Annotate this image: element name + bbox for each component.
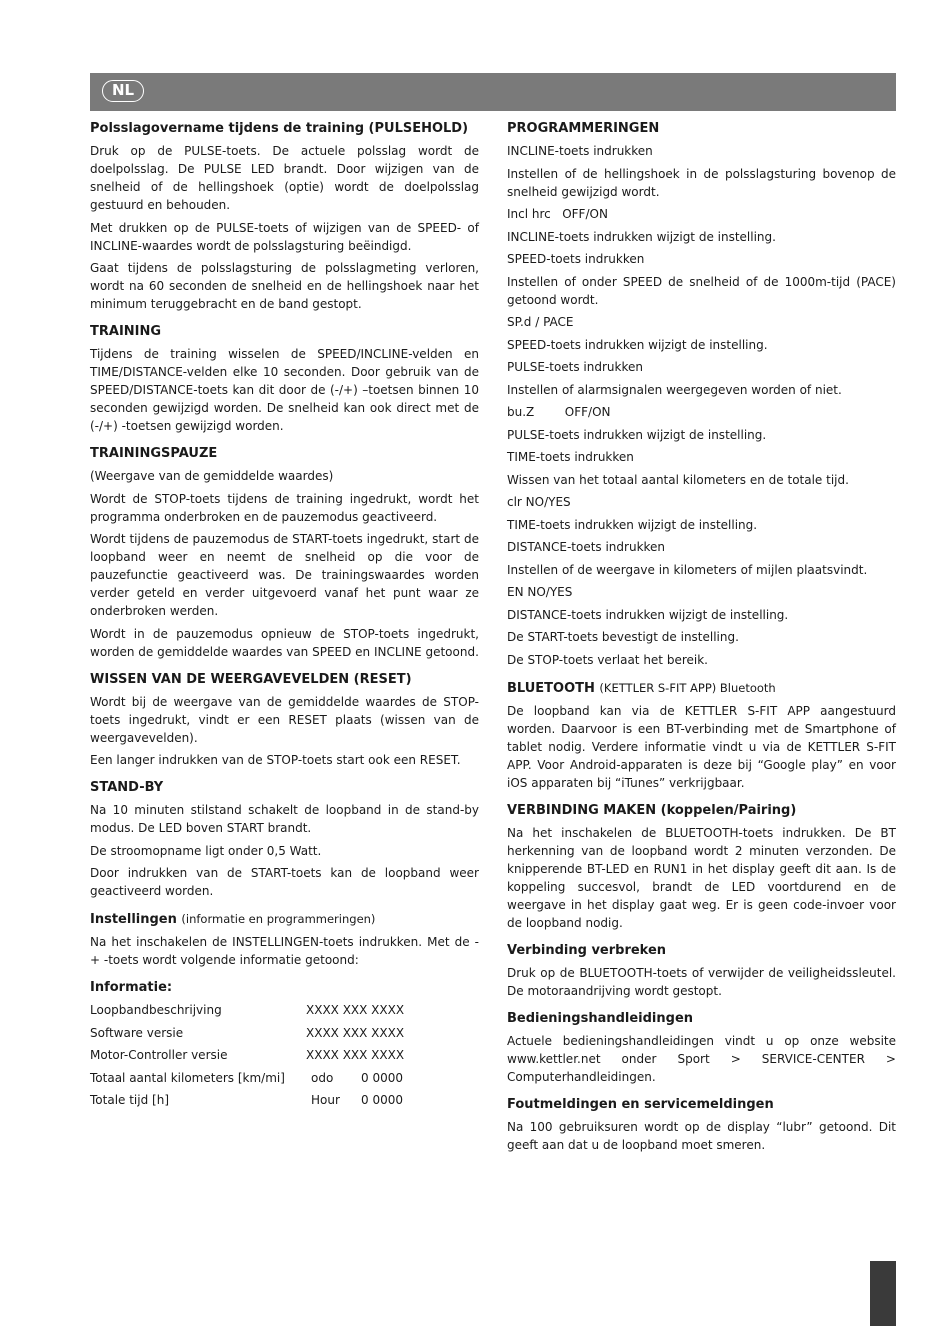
info-value: XXXX XXX XXXX <box>306 1003 405 1017</box>
programming-list <box>507 142 896 669</box>
section-title-foutmeldingen: Foutmeldingen en servicemeldingen <box>507 1096 774 1112</box>
programming-line: PULSE-toets indrukken wijzigt de instelling. <box>507 427 767 442</box>
left-column <box>90 120 479 1114</box>
info-row <box>90 1001 479 1019</box>
paragraph: Gaat tijdens de polsslagsturing de polsslagmeting verloren, wordt na 60 seconden de snelheid en de hellingshoek naar het minimum teruggebracht en de band gestopt. <box>90 261 479 311</box>
programming-line: bu.Z OFF/ON <box>507 405 611 419</box>
programming-line: SPEED-toets indrukken <box>507 252 645 266</box>
paragraph: Actuele bedieningshandleidingen vindt u op onze website www.kettler.net onder Sport > SERVICE-CENTER > Computerhandleidingen. <box>507 1033 896 1084</box>
programming-line: Instellen of alarmsignalen weergegeven worden of niet. <box>507 382 842 397</box>
programming-line: Instellen of onder SPEED de snelheid of de 1000m-tijd (PACE) getoond wordt. <box>507 274 896 307</box>
paragraph: Wordt in de pauzemodus opnieuw de STOP-toets ingedrukt, worden de gemiddelde waardes van SPEED en INCLINE getoond. <box>90 626 479 659</box>
info-row <box>90 1091 479 1109</box>
programming-line: Instellen of de weergave in kilometers of mijlen plaatsvindt. <box>507 562 868 577</box>
section-title-reset: WISSEN VAN DE WEERGAVEVELDEN (RESET) <box>90 671 412 687</box>
section-title-bedieningshandleidingen: Bedieningshandleidingen <box>507 1010 694 1026</box>
paragraph: Wordt de STOP-toets tijdens de training ingedrukt, wordt het programma onderbroken en de pauzemodus geactiveerd. <box>90 491 479 524</box>
info-row <box>90 1024 479 1042</box>
programming-line: PULSE-toets indrukken <box>507 360 643 374</box>
paragraph: De stroomopname ligt onder 0,5 Watt. <box>90 843 322 858</box>
info-label: Software versie <box>90 1025 184 1040</box>
info-label: Motor-Controller versie <box>90 1048 228 1062</box>
info-row <box>90 1069 479 1087</box>
right-column <box>507 120 896 1158</box>
info-value: XXXX XXX XXXX <box>306 1025 405 1040</box>
programming-line: DISTANCE-toets indrukken wijzigt de instelling. <box>507 607 789 622</box>
programming-line: TIME-toets indrukken <box>507 450 634 464</box>
paragraph: Na het inschakelen de INSTELLINGEN-toets indrukken. Met de - + -toets wordt volgende informatie getoond: <box>90 935 479 967</box>
language-badge: NL <box>102 80 144 102</box>
paragraph: Wordt bij de weergave van de gemiddelde waardes de STOP-toets ingedrukt, vindt er een RESET plaats (wissen van de weergavevelden). <box>90 694 479 745</box>
section-title-pulsehold: Polsslagovername tijdens de training (PULSEHOLD) <box>90 121 469 136</box>
language-header-bar <box>90 73 896 111</box>
paragraph: Met drukken op de PULSE-toets of wijzigen van de SPEED- of INCLINE-waardes wordt de polsslagsturing beëindigd. <box>90 220 479 253</box>
programming-line: SPEED-toets indrukken wijzigt de instelling. <box>507 337 768 352</box>
programming-line: INCLINE-toets indrukken <box>507 144 653 158</box>
paragraph: Na het inschakelen de BLUETOOTH-toets indrukken. De BT herkenning van de loopband wordt 2 minuten verzonden. De knipperende BT-LED en RUN1 in het display geeft dit aan. Is de koppeling succesvol, brandt de LED voortdurend en de weergave in het display gaat weg. Er is geen code-invoer voor de loopband nodig. <box>507 825 896 930</box>
info-value: XXXX XXX XXXX <box>306 1048 405 1062</box>
programming-line: TIME-toets indrukken wijzigt de instelling. <box>507 517 758 532</box>
paragraph: Druk op de PULSE-toets. De actuele polsslag wordt de doelpolsslag. De PULSE LED brandt. Door wijzigen van de snelheid of de hellingshoek (optie) wordt de doelpolsslag gestuurd en behouden. <box>90 144 479 212</box>
programming-line: De STOP-toets verlaat het bereik. <box>507 652 708 667</box>
paragraph: Tijdens de training wisselen de SPEED/INCLINE-velden en TIME/DISTANCE-velden elke 10 seconden. Door gebruik van de SPEED/DISTANCE-toets kan dit door de (-/+) –toetsen binnen 10 seconden gewijzigd worden. De snelheid kan ook direct met de (-/+) -toetsen gewijzigd worden. <box>90 347 479 433</box>
info-row <box>90 1046 479 1064</box>
paragraph: Na 100 gebruiksuren wordt op de display “lubr” getoond. Dit geeft aan dat u de loopband moet smeren. <box>507 1119 896 1152</box>
section-title-programmeringen: PROGRAMMERINGEN <box>507 121 660 136</box>
paragraph: Na 10 minuten stilstand schakelt de loopband in de stand-by modus. De LED boven START brandt. <box>90 803 479 835</box>
section-subtitle: (KETTLER S-FIT APP) Bluetooth <box>599 680 776 695</box>
section-subtitle: (informatie en programmeringen) <box>181 912 376 926</box>
info-value: 0 0000 <box>361 1093 403 1107</box>
page-corner-tab <box>870 1261 896 1326</box>
paragraph: Een langer indrukken van de STOP-toets start ook een RESET. <box>90 753 461 767</box>
paragraph: Druk op de BLUETOOTH-toets of verwijder de veiligheidssleutel. De motoraandrijving wordt gestopt. <box>507 965 896 998</box>
section-title-verbinding-maken: VERBINDING MAKEN (koppelen/Pairing) <box>507 802 797 818</box>
paragraph: Door indrukken van de START-toets kan de loopband weer geactiveerd worden. <box>90 866 479 898</box>
section-title-text: Instellingen <box>90 912 177 927</box>
paragraph: Wordt tijdens de pauzemodus de START-toets ingedrukt, start de loopband weer en neemt de snelheid op die voor de pauzefunctie geactiveerd was. De trainingswaardes worden verder geteld en verder uitgevoerd vanaf het punt waar ze onderbroken werden. <box>90 532 479 618</box>
section-title-training: TRAINING <box>90 324 162 339</box>
info-unit: Hour <box>311 1093 340 1107</box>
section-title-trainingspauze: TRAININGSPAUZE <box>90 446 218 461</box>
section-title-text: BLUETOOTH <box>507 680 595 696</box>
section-title-standby: STAND-BY <box>90 780 164 795</box>
programming-line: Instellen of de hellingshoek in de polsslagsturing bovenop de snelheid gewijzigd wordt. <box>507 166 896 199</box>
programming-line: DISTANCE-toets indrukken <box>507 540 666 554</box>
programming-line: Incl hrc OFF/ON <box>507 207 608 221</box>
info-label: Totaal aantal kilometers [km/mi] <box>90 1070 285 1085</box>
paragraph: De loopband kan via de KETTLER S-FIT APP aangestuurd worden. Daarvoor is een BT-verbinding met de Smartphone of tablet nodig. Verdere informatie vindt u via de KETTLER S-FIT APP. Voor Android-apparaten is deze bij “Google play” en voor iOS apparaten bij “iTunes” verkrijgbaar. <box>507 703 896 790</box>
section-title-verbinding-verbreken: Verbinding verbreken <box>507 942 667 958</box>
programming-line: SP.d / PACE <box>507 315 574 329</box>
programming-line: Wissen van het totaal aantal kilometers en de totale tijd. <box>507 472 849 487</box>
programming-line: EN NO/YES <box>507 585 573 599</box>
info-label: Loopbandbeschrijving <box>90 1003 222 1017</box>
info-unit: odo <box>311 1070 334 1085</box>
section-title-instellingen <box>90 910 479 929</box>
programming-line: clr NO/YES <box>507 495 571 509</box>
info-value: 0 0000 <box>361 1070 403 1085</box>
info-label: Totale tijd [h] <box>90 1093 169 1107</box>
programming-line: De START-toets bevestigt de instelling. <box>507 630 739 644</box>
paragraph: (Weergave van de gemiddelde waardes) <box>90 469 334 483</box>
programming-line: INCLINE-toets indrukken wijzigt de instelling. <box>507 229 776 244</box>
section-title-bluetooth <box>507 679 896 698</box>
section-title-informatie: Informatie: <box>90 980 173 995</box>
